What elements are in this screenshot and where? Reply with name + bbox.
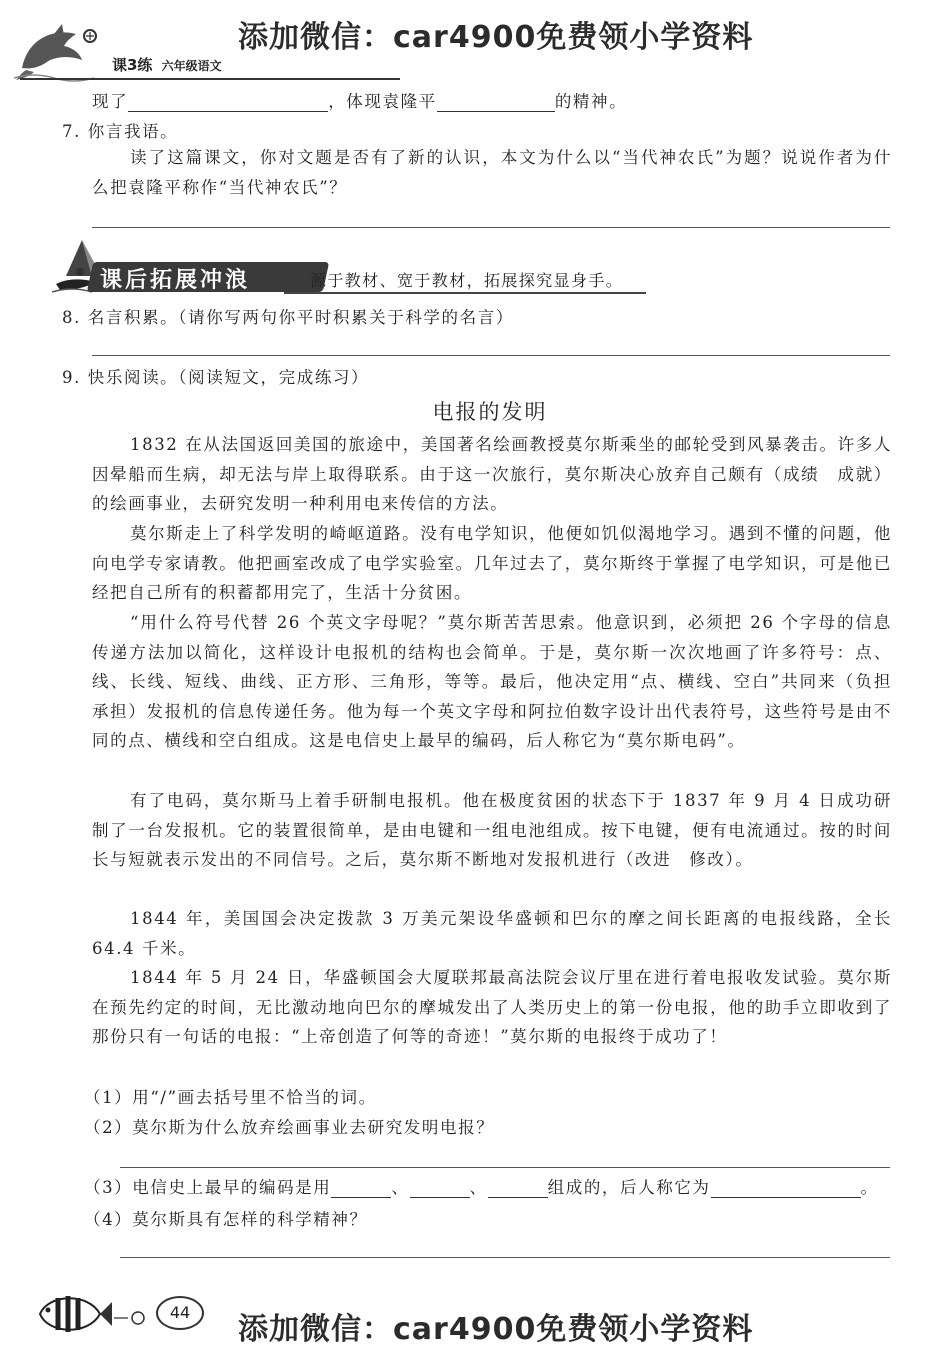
carryover-prefix: 现了	[92, 92, 129, 111]
answer-blank[interactable]	[711, 1179, 861, 1198]
article-paragraph: 有了电码，莫尔斯马上着手研制电报机。他在极度贫困的状态下于 1837 年 9 月 4 日成功研制了一台发报机。它的装置很简单，是由电键和一组电池组成。按下电键，便有电流通过。按的时间长与短就表示发出的不同信号。之后，莫尔斯不断地对发报机进行（改进 修改）。	[92, 791, 892, 869]
subq-3-end: 。	[860, 1178, 879, 1197]
answer-line[interactable]	[120, 1167, 890, 1168]
carryover-middle: ，体现袁隆平	[328, 92, 437, 111]
fish-logo	[34, 1288, 174, 1340]
q7-body: 读了这篇课文，你对文题是否有了新的认识，本文为什么以“当代神农氏”为题？说说作者为什么把袁隆平称作“当代神农氏”？	[92, 148, 892, 197]
page-number-badge	[156, 1296, 204, 1330]
footer-watermark: 添加微信：car4900免费领小学资料	[238, 1312, 754, 1347]
subq-4: （4）莫尔斯具有怎样的科学精神？	[84, 1210, 368, 1229]
answer-blank[interactable]	[488, 1179, 548, 1198]
grade-label: 六年级语文	[161, 59, 222, 73]
subq-3-mid: 组成的，后人称它为	[547, 1178, 711, 1197]
subq-3-sep: 、	[469, 1178, 488, 1197]
answer-blank[interactable]	[128, 93, 328, 112]
series-label-text: 课3练	[112, 56, 153, 74]
article-paragraph: “用什么符号代替 26 个英文字母呢？”莫尔斯苦苦思索。他意识到，必须把 26 个字母的信息传递方法加以简化，这样设计电报机的结构也会简单。于是，莫尔斯一次次地画了许多符号：点、线、长线、短线、曲线、正方形、三角形，等等。最后，他决定用“点、横线、空白”共同来（负担 承担）发报机的信息传递任务。他为每一个英文字母和阿拉伯数字设计出代表符号，这些符号是由不同的点、横线和空白组成。这是电信史上最早的编码，后人称它为“莫尔斯电码”。	[92, 613, 911, 750]
subq-1: （1）用“/”画去括号里不恰当的词。	[84, 1088, 377, 1107]
answer-blank[interactable]	[331, 1179, 391, 1198]
article-paragraph: 1844 年，美国国会决定拨款 3 万美元架设华盛顿和巴尔的摩之间长距离的电报线路，全长 64.4 千米。	[92, 909, 892, 958]
section-banner-title: 课后拓展冲浪	[100, 268, 251, 293]
q9-title: 9. 快乐阅读。（阅读短文，完成练习）	[62, 368, 370, 387]
header-underline	[20, 78, 400, 80]
answer-line[interactable]	[92, 227, 890, 228]
dolphin-icon	[14, 20, 104, 82]
article-paragraph: 1844 年 5 月 24 日，华盛顿国会大厦联邦最高法院会议厅里在进行着电报收发试验。莫尔斯在预先约定的时间，无比激动地向巴尔的摩城发出了人类历史上的第一份电报，他的助手立即收到了那份只有一句话的电报：“上帝创造了何等的奇迹！”莫尔斯的电报终于成功了！	[92, 968, 892, 1046]
q8-title: 8. 名言积累。（请你写两句你平时积累关于科学的名言）	[62, 308, 514, 327]
subq-3-prefix: （3）电信史上最早的编码是用	[84, 1178, 332, 1197]
subq-2: （2）莫尔斯为什么放弃绘画事业去研究发明电报？	[84, 1118, 495, 1137]
page-number: 44	[169, 1303, 191, 1322]
section-slogan-underline	[284, 292, 646, 294]
article-paragraph: 1832 在从法国返回美国的旅途中，美国著名绘画教授莫尔斯乘坐的邮轮受到风暴袭击。许多人因晕船而生病，却无法与岸上取得联系。由于这一次旅行，莫尔斯决心放弃自己颇有（成绩 成就）的绘画事业，去研究发明一种利用电来传信的方法。	[92, 435, 892, 513]
article-paragraph: 莫尔斯走上了科学发明的崎岖道路。没有电学知识，他便如饥似渴地学习。遇到不懂的问题，他向电学专家请教。他把画室改成了电学实验室。几年过去了，莫尔斯终于掌握了电学知识，可是他已经把自己所有的积蓄都用完了，生活十分贫困。	[92, 524, 892, 602]
answer-line[interactable]	[120, 1257, 890, 1258]
subq-3-sep: 、	[391, 1178, 410, 1197]
series-label	[112, 54, 222, 75]
section-slogan: 源于教材、宽于教材，拓展探究显身手。	[310, 271, 624, 290]
header-watermark: 添加微信：car4900免费领小学资料	[238, 20, 754, 55]
dolphin-logo	[14, 20, 104, 82]
answer-line[interactable]	[92, 355, 890, 356]
article-title: 电报的发明	[432, 400, 548, 424]
answer-blank[interactable]	[410, 1179, 470, 1198]
carryover-suffix: 的精神。	[554, 92, 628, 111]
section-banner	[52, 236, 652, 296]
answer-blank[interactable]	[437, 93, 555, 112]
fish-icon	[34, 1288, 174, 1340]
carryover-line	[92, 88, 627, 112]
q7-title: 7. 你言我语。	[62, 122, 179, 141]
subq-3	[84, 1174, 879, 1198]
